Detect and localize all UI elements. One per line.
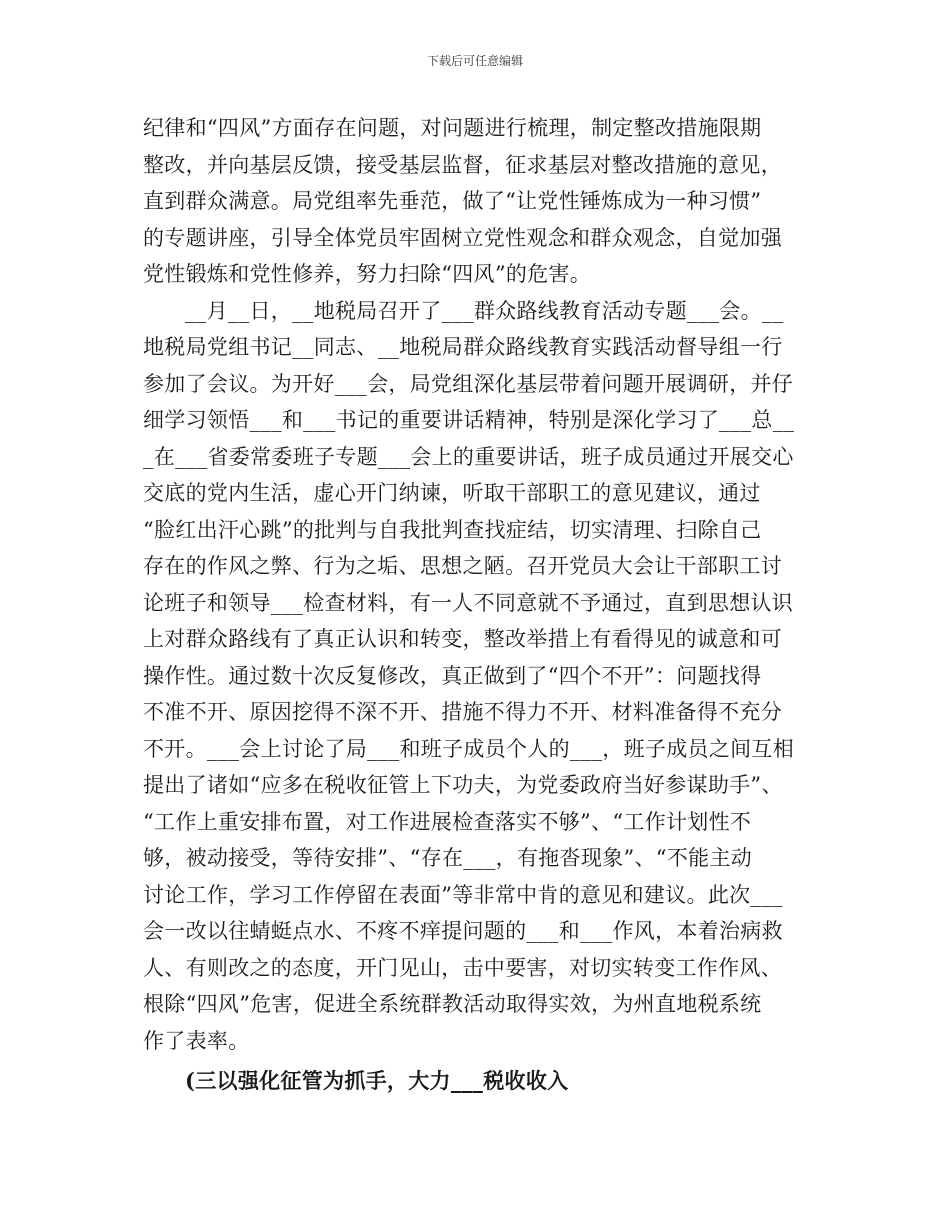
text-line: 根除“四风”危害，促进全系统群教活动取得实效，为州直地税系统	[143, 992, 762, 1016]
text-line: 细学习领悟___和___书记的重要讲话精神，特别是深化学习了___总__	[143, 408, 795, 432]
text-line: 作了表率。	[143, 1028, 250, 1053]
text-line: 提出了诸如“应多在税收征管上下功夫，为党委政府当好参谋助手”、	[143, 773, 783, 797]
text-line: 论班子和领导___检查材料，有一人不同意就不予通过，直到思想认识	[143, 590, 794, 615]
paragraph-start-line: __月__日，__地税局召开了___群众路线教育活动专题___会。__	[185, 298, 784, 323]
text-line: 存在的作风之弊、行为之垢、思想之陋。召开党员大会让干部职工讨	[143, 554, 782, 578]
text-line: 讨论工作，学习工作停留在表面”等非常中肯的意见和建议。此次___	[143, 882, 783, 907]
text-line: “工作上重安排布置，对工作进展检查落实不够”、“工作计划性不	[143, 809, 752, 834]
text-line: _在___省委常委班子专题___会上的重要讲话，班子成员通过开展交心	[143, 444, 794, 469]
text-line: 不开。___会上讨论了局___和班子成员个人的___，班子成员之间互相	[143, 736, 794, 761]
text-line: 整改，并向基层反馈，接受基层监督，征求基层对整改措施的意见，	[143, 152, 782, 177]
text-line: 直到群众满意。局党组率先垂范，做了“让党性锤炼成为一种习惯”	[143, 189, 762, 213]
page-header: 下载后可任意编辑	[426, 54, 523, 68]
text-line: 参加了会议。为开好___会，局党组深化基层带着问题开展调研，并仔	[143, 371, 794, 396]
text-line: 地税局党组书记__同志、__地税局群众路线教育实践活动督导组一行	[143, 335, 783, 359]
text-line: 操作性。通过数十次反复修改，真正做到了“四个不开”：问题找得	[143, 663, 762, 688]
document-body	[143, 110, 823, 1100]
text-line: 党性锻炼和党性修养，努力扫除“四风”的危害。	[143, 262, 592, 286]
section-heading: (三以强化征管为抓手，大力___税收收入	[185, 1068, 569, 1093]
text-line: 上对群众路线有了真正认识和转变，整改举措上有看得见的诚意和可	[143, 627, 782, 651]
text-line: 够，被动接受，等待安排”、“存在___，有拖沓现象”、“不能主动	[143, 846, 753, 870]
text-line: 不准不开、原因挖得不深不开、措施不得力不开、材料准备得不充分	[143, 700, 782, 724]
text-line: 的专题讲座，引导全体党员牢固树立党性观念和群众观念，自觉加强	[143, 225, 782, 250]
text-line: 交底的党内生活，虚心开门纳谏，听取干部职工的意见建议，通过	[143, 481, 761, 505]
text-line: 纪律和“四风”方面存在问题，对问题进行梳理，制定整改措施限期	[143, 116, 762, 140]
text-line: 会一改以往蜻蜓点水、不疼不痒提问题的___和___作风，本着治病救	[143, 919, 783, 943]
text-line: 人、有则改之的态度，开门见山，击中要害，对切实转变工作作风、	[143, 955, 782, 980]
text-line: “脸红出汗心跳”的批判与自我批判查找症结，切实清理、扫除自己	[143, 517, 762, 542]
